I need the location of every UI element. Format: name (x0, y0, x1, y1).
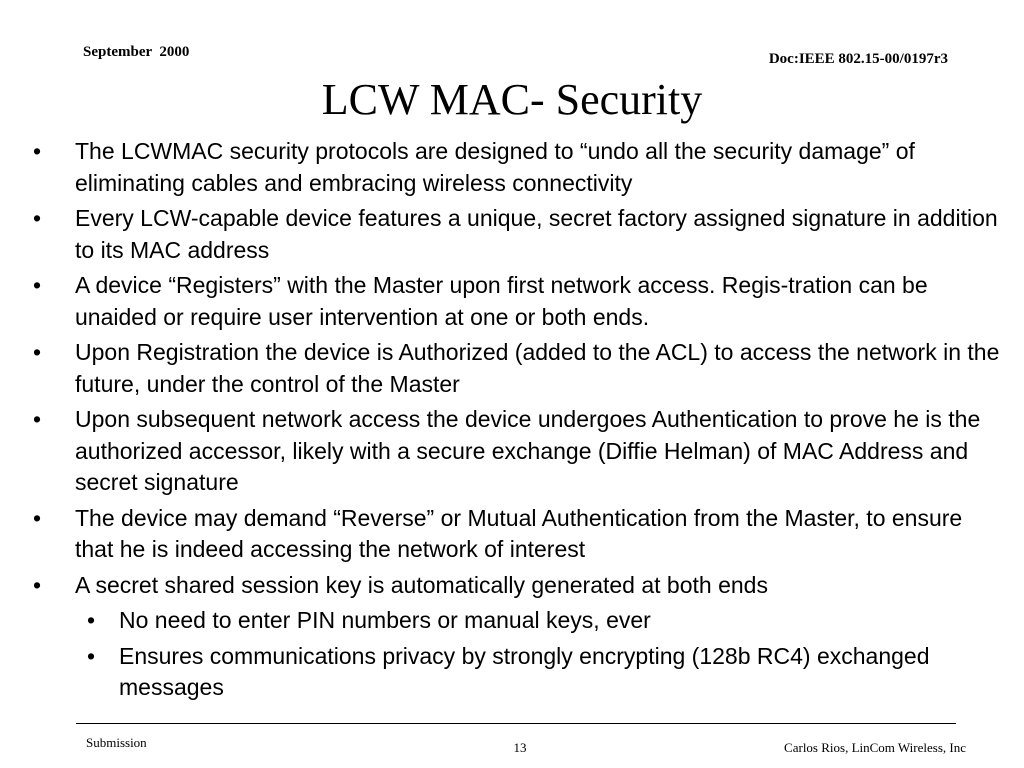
sub-bullet-item (30, 605, 1000, 637)
footer-author: Carlos Rios, LinCom Wireless, Inc (784, 740, 966, 755)
bullet-text: A secret shared session key is automatically generated at both ends (75, 571, 768, 598)
bullet-dot: • (33, 406, 42, 432)
bullet-text: Ensures communications privacy by strongly encrypting (128b RC4) exchanged messages (119, 642, 930, 700)
footer-page-number: 13 (513, 740, 527, 755)
bullet-text: The LCWMAC security protocols are designed to “undo all the security damage” of eliminating cables and embracing wireless connectivity (75, 138, 915, 196)
bullet-text: Every LCW-capable device features a unique, secret factory assigned signature in addition to its MAC address (75, 205, 998, 263)
bullet-item (30, 570, 1000, 602)
header-doc-id: Doc:IEEE 802.15-00/0197r3 (768, 51, 948, 67)
bullet-dot: • (33, 272, 42, 298)
bullet-item (30, 136, 1000, 199)
bullet-dot: • (33, 138, 42, 164)
bullet-item (30, 337, 1000, 400)
slide-title: LCW MAC- Security (321, 75, 703, 124)
bullet-item (30, 503, 1000, 566)
bullet-text: The device may demand “Reverse” or Mutual Authentication from the Master, to ensure that he is indeed accessing the network of interest (75, 504, 963, 562)
bullet-text: Upon subsequent network access the device undergoes Authentication to prove he is the authorized accessor, likely with a secure exchange (Diffie Helman) of MAC Address and secret signature (75, 406, 981, 495)
bullet-item (30, 404, 1000, 499)
bullet-dot: • (33, 571, 42, 598)
bullet-dot: • (33, 504, 42, 531)
bullet-dot: • (33, 205, 42, 231)
bullet-text: No need to enter PIN numbers or manual keys, ever (119, 607, 651, 633)
footer-divider (76, 723, 956, 724)
bullet-dot: • (87, 642, 96, 669)
bullet-text: Upon Registration the device is Authorized (added to the ACL) to access the network in the future, under the control of the Master (75, 339, 1000, 397)
bullet-item (30, 270, 1000, 333)
header-date: September 2000 (83, 44, 190, 60)
bullet-item (30, 203, 1000, 266)
footer-submission: Submission (86, 735, 147, 750)
sub-bullet-item (30, 641, 1000, 704)
bullet-text: A device “Registers” with the Master upon first network access. Regis-tration can be unaided or require user intervention at one or both ends. (75, 272, 928, 330)
bullet-dot: • (87, 607, 96, 633)
bullet-dot: • (33, 339, 42, 365)
bullet-list (30, 136, 1000, 708)
